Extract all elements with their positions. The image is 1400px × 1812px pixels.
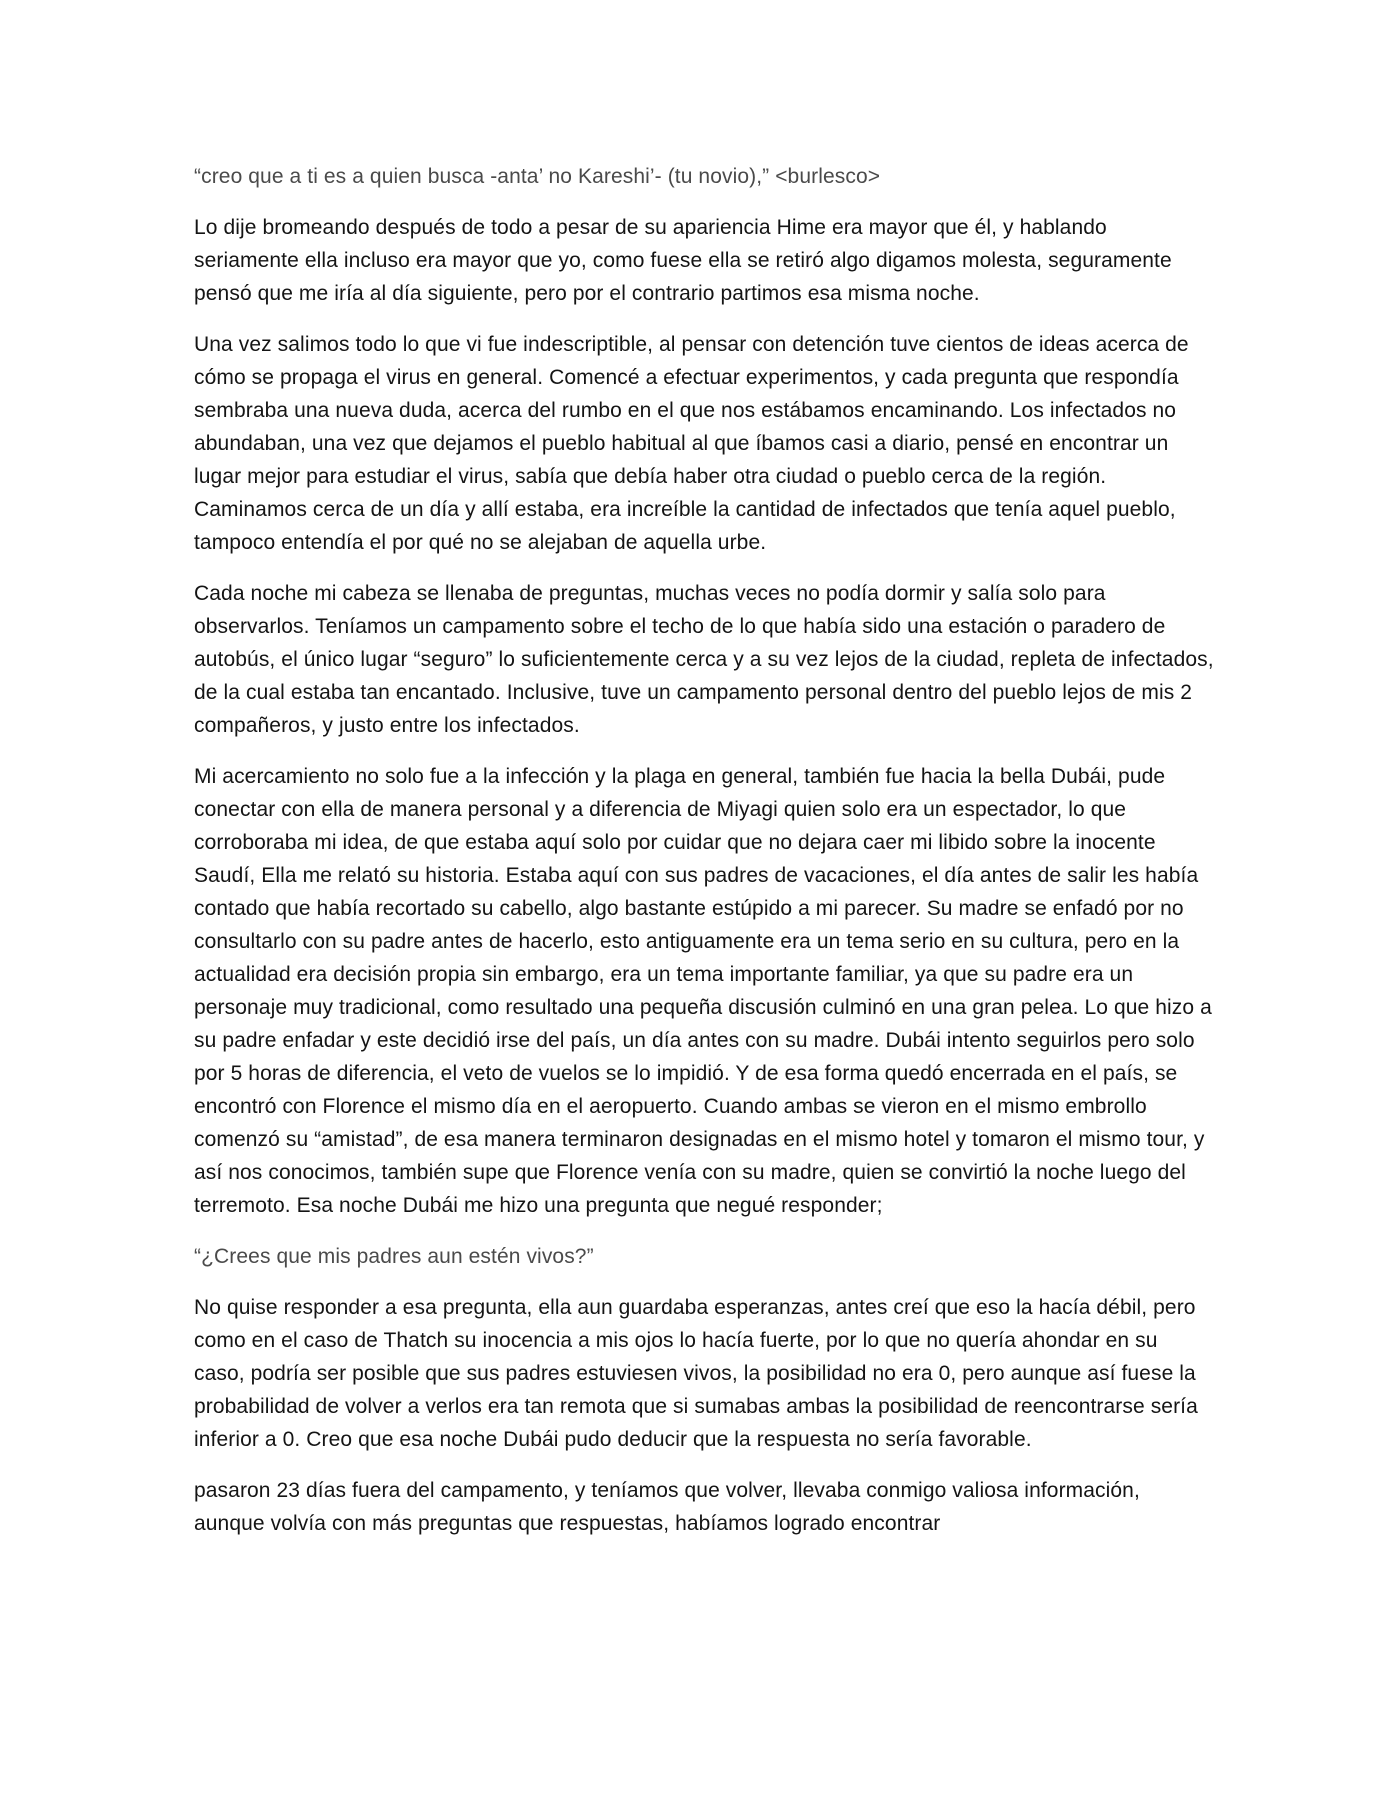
paragraph-leaving: Una vez salimos todo lo que vi fue indescriptible, al pensar con detención tuve cientos de ideas acerca de cómo se propaga el virus en general. Comencé a efectuar experimentos, y cada pregunta que respondía sembraba una nueva duda, acerca del rumbo en el que nos estábamos encaminando. Los infectados no abundaban, una vez que dejamos el pueblo habitual al que íbamos casi a diario, pensé en encontrar un lugar mejor para estudiar el virus, sabía que debía haber otra ciudad o pueblo cerca de la región. Caminamos cerca de un día y allí estaba, era increíble la cantidad de infectados que tenía aquel pueblo, tampoco entendía el por qué no se alejaban de aquella urbe. [194, 333, 1189, 554]
paragraph-no-answer: No quise responder a esa pregunta, ella aun guardaba esperanzas, antes creí que eso la hacía débil, pero como en el caso de Thatch su inocencia a mis ojos lo hacía fuerte, por lo que no quería ahondar en su caso, podría ser posible que sus padres estuviesen vivos, la posibilidad no era 0, pero aunque así fuese la probabilidad de volver a verlos era tan remota que si sumabas ambas la posibilidad de reencontrarse sería inferior a 0. Creo que esa noche Dubái pudo deducir que la respuesta no sería favorable. [194, 1296, 1198, 1451]
paragraph-dubai-story: Mi acercamiento no solo fue a la infección y la plaga en general, también fue hacia la bella Dubái, pude conectar con ella de manera personal y a diferencia de Miyagi quien solo era un espectador, lo que corroboraba mi idea, de que estaba aquí solo por cuidar que no dejara caer mi libido sobre la inocente Saudí, Ella me relató su historia. Estaba aquí con sus padres de vacaciones, el día antes de salir les había contado que había recortado su cabello, algo bastante estúpido a mi parecer. Su madre se enfadó por no consultarlo con su padre antes de hacerlo, esto antiguamente era un tema serio en su cultura, pero en la actualidad era decisión propia sin embargo, era un tema importante familiar, ya que su padre era un personaje muy tradicional, como resultado una pequeña discusión culminó en una gran pelea. Lo que hizo a su padre enfadar y este decidió irse del país, un día antes con su madre. Dubái intento seguirlos pero solo por 5 horas de diferencia, el veto de vuelos se lo impidió. Y de esa forma quedó encerrada en el país, se encontró con Florence el mismo día en el aeropuerto. Cuando ambas se vieron en el mismo embrollo comenzó su “amistad”, de esa manera terminaron designadas en el mismo hotel y tomaron el mismo tour, y así nos conocimos, también supe que Florence venía con su madre, quien se convirtió la noche luego del terremoto. Esa noche Dubái me hizo una pregunta que negué responder; [194, 765, 1212, 1217]
paragraph-joking: Lo dije bromeando después de todo a pesar de su apariencia Hime era mayor que él, y hablando seriamente ella incluso era mayor que yo, como fuese ella se retiró algo digamos molesta, seguramente pensó que me iría al día siguiente, pero por el contrario partimos esa misma noche. [194, 216, 1172, 305]
paragraph-each-night: Cada noche mi cabeza se llenaba de preguntas, muchas veces no podía dormir y salía solo para observarlos. Teníamos un campamento sobre el techo de lo que había sido una estación o paradero de autobús, el único lugar “seguro” lo suficientemente cerca y a su vez lejos de la ciudad, repleta de infectados, de la cual estaba tan encantado. Inclusive, tuve un campamento personal dentro del pueblo lejos de mis 2 compañeros, y justo entre los infectados. [194, 582, 1214, 737]
dialogue-quote-parents: “¿Crees que mis padres aun estén vivos?” [194, 1245, 594, 1268]
paragraph-23-days: pasaron 23 días fuera del campamento, y teníamos que volver, llevaba conmigo valiosa información, aunque volvía con más preguntas que respuestas, habíamos logrado encontrar [194, 1479, 1140, 1535]
document-body [194, 160, 1214, 1558]
dialogue-quote-kareshi: “creo que a ti es a quien busca -anta’ no Kareshi’- (tu novio),” <burlesco> [194, 165, 881, 188]
